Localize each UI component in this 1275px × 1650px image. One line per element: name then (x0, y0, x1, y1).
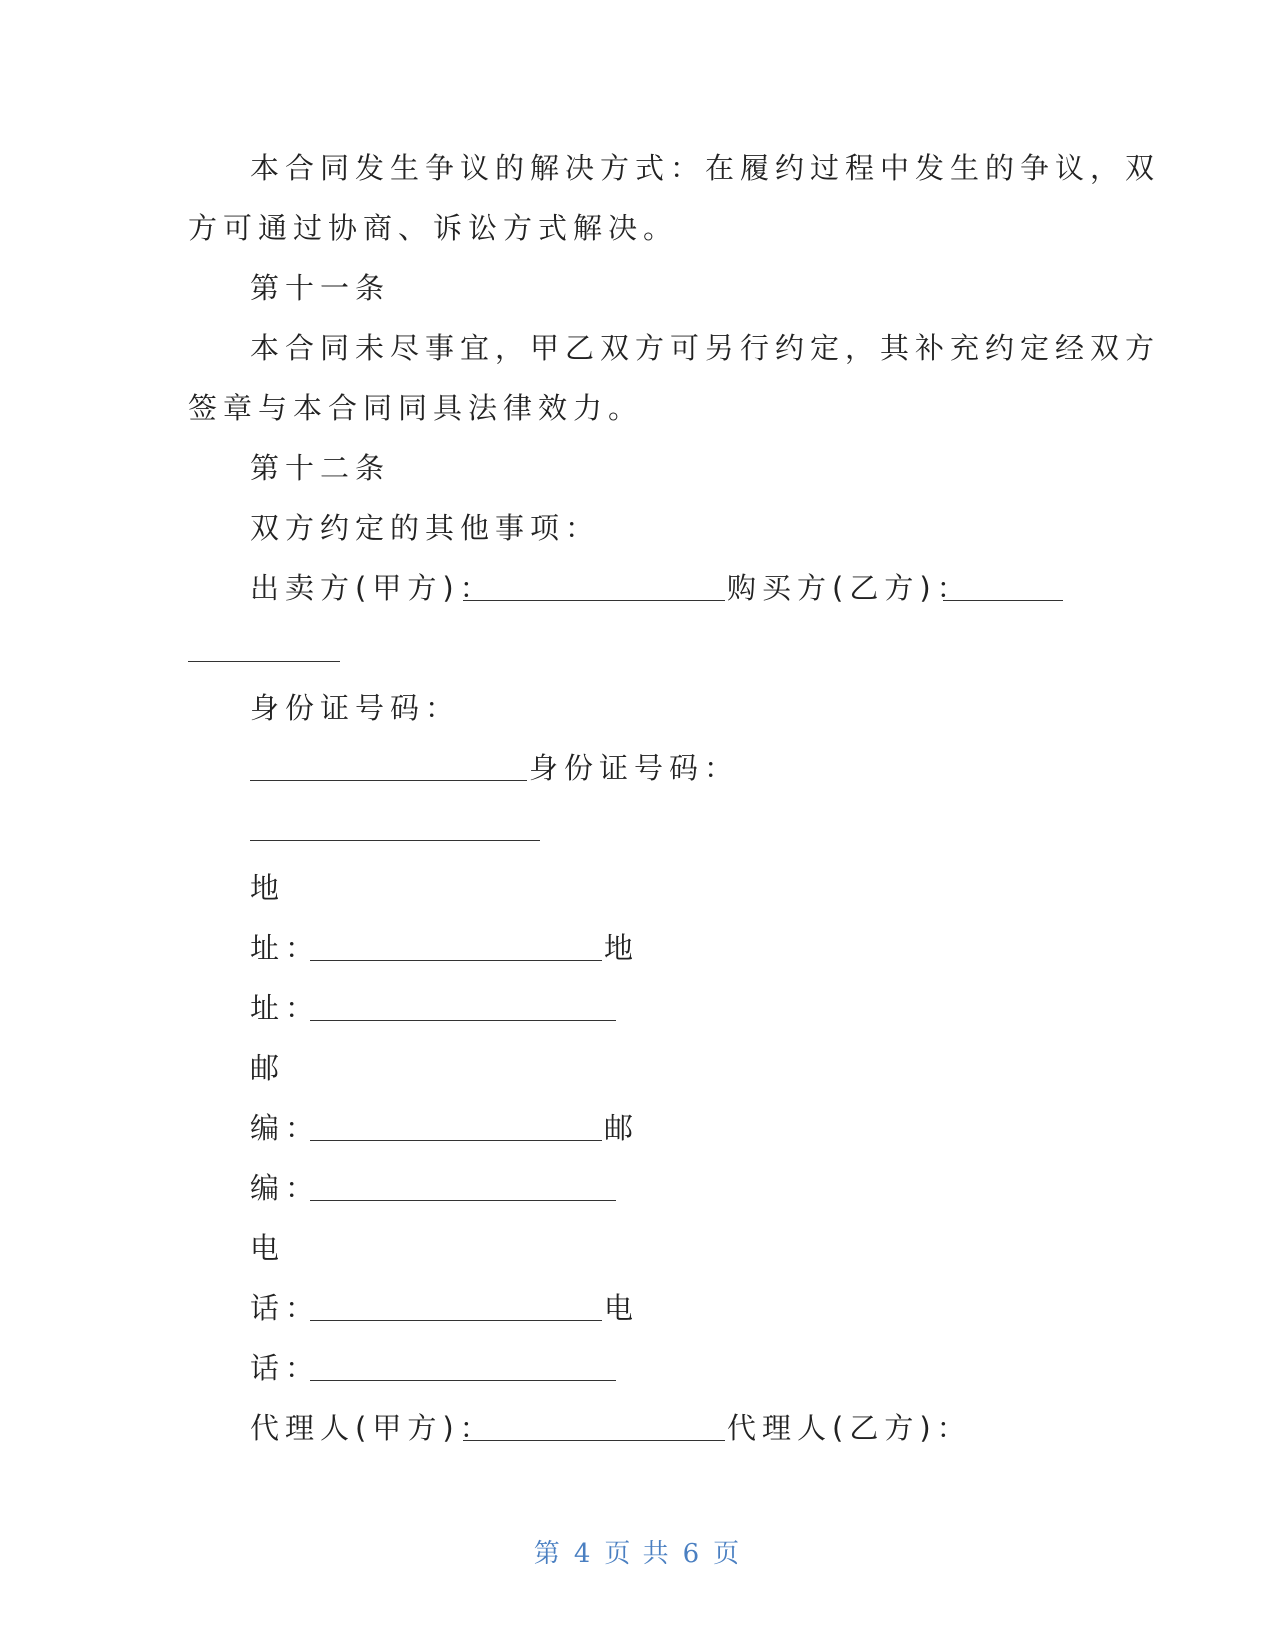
buyer-tel-blank[interactable] (310, 1380, 616, 1381)
buyer-blank-part-2[interactable] (188, 661, 340, 662)
buyer-blank-part-1[interactable] (943, 600, 1063, 601)
other-matters-label: 双方约定的其他事项： (250, 511, 601, 545)
page-footer (0, 1533, 1275, 1570)
seller-id-label: 身份证号码： (250, 691, 461, 725)
seller-address-label: 址： (250, 931, 321, 965)
tel-char-3: 电 (604, 1291, 640, 1325)
buyer-address-blank[interactable] (310, 1020, 616, 1021)
buyer-label: 购买方(乙方)： (727, 571, 972, 605)
seller-id-blank[interactable] (250, 780, 527, 781)
current-page-number: 4 (573, 1539, 593, 1569)
footer-middle: 页 共 (604, 1539, 671, 1569)
footer-prefix: 第 (533, 1539, 562, 1569)
zip-char-3: 邮 (604, 1111, 640, 1145)
buyer-id-blank[interactable] (250, 840, 540, 841)
buyer-zip-blank[interactable] (310, 1200, 616, 1201)
seller-zip-label: 编： (250, 1111, 321, 1145)
article-11-heading: 第十一条 (250, 271, 391, 305)
seller-zip-blank[interactable] (310, 1140, 602, 1141)
tel-char-1: 电 (250, 1231, 286, 1265)
agent-b-label: 代理人(乙方)： (727, 1411, 972, 1445)
address-char-1: 地 (250, 871, 286, 905)
agent-a-blank[interactable] (463, 1440, 725, 1441)
clause-11-text-line-2: 签章与本合同同具法律效力。 (188, 391, 644, 425)
buyer-address-label: 址： (250, 991, 321, 1025)
buyer-id-label: 身份证号码： (529, 751, 740, 785)
article-12-heading: 第十二条 (250, 451, 391, 485)
zip-char-1: 邮 (250, 1051, 286, 1085)
clause-11-text-line-1: 本合同未尽事宜，甲乙双方可另行约定，其补充约定经双方 (250, 331, 1161, 365)
buyer-tel-label: 话： (250, 1351, 321, 1385)
clause-10-text-line-2: 方可通过协商、诉讼方式解决。 (188, 211, 679, 245)
buyer-zip-label: 编： (250, 1171, 321, 1205)
footer-suffix: 页 (713, 1539, 742, 1569)
address-char-3: 地 (604, 931, 640, 965)
seller-address-blank[interactable] (310, 960, 602, 961)
seller-tel-label: 话： (250, 1291, 321, 1325)
clause-10-text-line-1: 本合同发生争议的解决方式：在履约过程中发生的争议，双 (250, 151, 1161, 185)
total-pages-number: 6 (682, 1539, 702, 1569)
seller-blank[interactable] (463, 600, 725, 601)
agent-a-label: 代理人(甲方)： (250, 1411, 495, 1445)
seller-tel-blank[interactable] (310, 1320, 602, 1321)
seller-label: 出卖方(甲方)： (250, 571, 495, 605)
